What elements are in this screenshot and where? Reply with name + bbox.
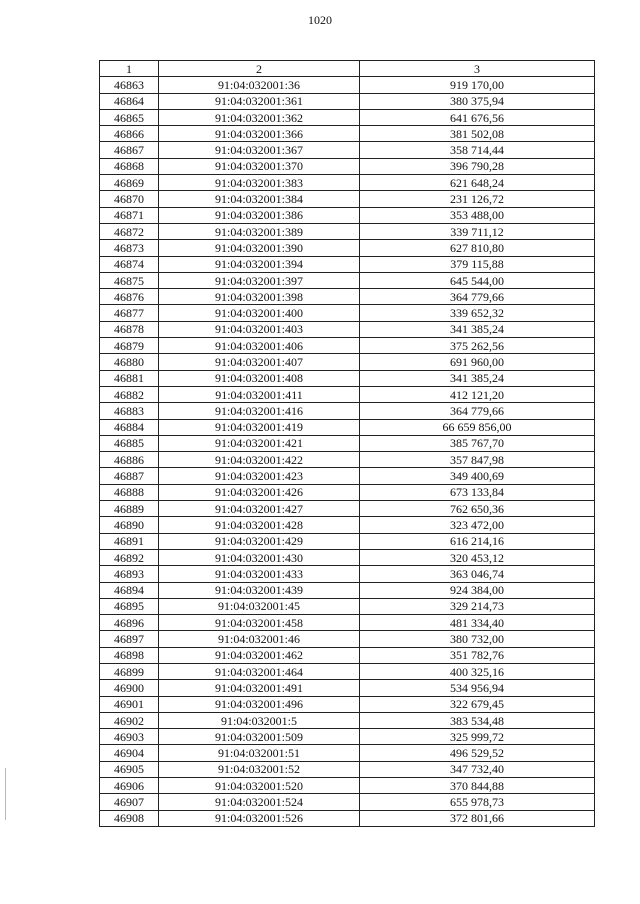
- row-number-cell: 46886: [100, 452, 159, 468]
- registry-table: [99, 60, 595, 827]
- table-body: [100, 77, 595, 827]
- cadastral-number-cell: 91:04:032001:370: [159, 158, 360, 174]
- row-number-cell: 46888: [100, 484, 159, 500]
- row-number-cell: 46889: [100, 501, 159, 517]
- cadastral-number-cell: 91:04:032001:520: [159, 778, 360, 794]
- value-cell: 363 046,74: [360, 566, 595, 582]
- cadastral-number-cell: 91:04:032001:5: [159, 712, 360, 728]
- cadastral-number-cell: 91:04:032001:439: [159, 582, 360, 598]
- value-cell: 231 126,72: [360, 191, 595, 207]
- row-number-cell: 46866: [100, 126, 159, 142]
- row-number-cell: 46908: [100, 810, 159, 826]
- cadastral-number-cell: 91:04:032001:411: [159, 386, 360, 402]
- row-number-cell: 46881: [100, 370, 159, 386]
- cadastral-number-cell: 91:04:032001:384: [159, 191, 360, 207]
- row-number-cell: 46871: [100, 207, 159, 223]
- value-cell: 383 534,48: [360, 712, 595, 728]
- table-row: [100, 207, 595, 223]
- row-number-cell: 46863: [100, 77, 159, 93]
- value-cell: 322 679,45: [360, 696, 595, 712]
- value-cell: 341 385,24: [360, 321, 595, 337]
- row-number-cell: 46900: [100, 680, 159, 696]
- value-cell: 400 325,16: [360, 663, 595, 679]
- table-row: [100, 191, 595, 207]
- value-cell: 627 810,80: [360, 240, 595, 256]
- table-row: [100, 305, 595, 321]
- table-row: [100, 338, 595, 354]
- table-row: [100, 631, 595, 647]
- cadastral-number-cell: 91:04:032001:46: [159, 631, 360, 647]
- value-cell: 673 133,84: [360, 484, 595, 500]
- value-cell: 339 711,12: [360, 223, 595, 239]
- table-row: [100, 566, 595, 582]
- table-row: [100, 289, 595, 305]
- cadastral-number-cell: 91:04:032001:462: [159, 647, 360, 663]
- value-cell: 358 714,44: [360, 142, 595, 158]
- row-number-cell: 46875: [100, 272, 159, 288]
- row-number-cell: 46893: [100, 566, 159, 582]
- table-row: [100, 501, 595, 517]
- cadastral-number-cell: 91:04:032001:397: [159, 272, 360, 288]
- value-cell: 370 844,88: [360, 778, 595, 794]
- value-cell: 380 375,94: [360, 93, 595, 109]
- row-number-cell: 46877: [100, 305, 159, 321]
- cadastral-number-cell: 91:04:032001:458: [159, 615, 360, 631]
- table-row: [100, 272, 595, 288]
- row-number-cell: 46873: [100, 240, 159, 256]
- value-cell: 924 384,00: [360, 582, 595, 598]
- table-row: [100, 142, 595, 158]
- value-cell: 645 544,00: [360, 272, 595, 288]
- table-row: [100, 386, 595, 402]
- value-cell: 919 170,00: [360, 77, 595, 93]
- cadastral-number-cell: 91:04:032001:400: [159, 305, 360, 321]
- value-cell: 691 960,00: [360, 354, 595, 370]
- row-number-cell: 46879: [100, 338, 159, 354]
- table-row: [100, 223, 595, 239]
- cadastral-number-cell: 91:04:032001:362: [159, 109, 360, 125]
- cadastral-number-cell: 91:04:032001:422: [159, 452, 360, 468]
- value-cell: 357 847,98: [360, 452, 595, 468]
- value-cell: 385 767,70: [360, 435, 595, 451]
- row-number-cell: 46869: [100, 175, 159, 191]
- value-cell: 372 801,66: [360, 810, 595, 826]
- scan-artifact-line: [5, 768, 6, 820]
- table-row: [100, 810, 595, 826]
- table-row: [100, 778, 595, 794]
- row-number-cell: 46883: [100, 403, 159, 419]
- table-row: [100, 582, 595, 598]
- table-row: [100, 663, 595, 679]
- value-cell: 496 529,52: [360, 745, 595, 761]
- table-row: [100, 109, 595, 125]
- value-cell: 325 999,72: [360, 729, 595, 745]
- value-cell: 641 676,56: [360, 109, 595, 125]
- value-cell: 66 659 856,00: [360, 419, 595, 435]
- table-row: [100, 452, 595, 468]
- table-row: [100, 517, 595, 533]
- table-row: [100, 93, 595, 109]
- cadastral-number-cell: 91:04:032001:407: [159, 354, 360, 370]
- cadastral-number-cell: 91:04:032001:509: [159, 729, 360, 745]
- table-row: [100, 175, 595, 191]
- row-number-cell: 46885: [100, 435, 159, 451]
- cadastral-number-cell: 91:04:032001:51: [159, 745, 360, 761]
- row-number-cell: 46905: [100, 761, 159, 777]
- column-header-value: 3: [360, 61, 595, 77]
- cadastral-number-cell: 91:04:032001:416: [159, 403, 360, 419]
- cadastral-number-cell: 91:04:032001:419: [159, 419, 360, 435]
- cadastral-number-cell: 91:04:032001:430: [159, 549, 360, 565]
- row-number-cell: 46880: [100, 354, 159, 370]
- cadastral-number-cell: 91:04:032001:361: [159, 93, 360, 109]
- row-number-cell: 46892: [100, 549, 159, 565]
- row-number-cell: 46890: [100, 517, 159, 533]
- row-number-cell: 46867: [100, 142, 159, 158]
- cadastral-number-cell: 91:04:032001:421: [159, 435, 360, 451]
- row-number-cell: 46865: [100, 109, 159, 125]
- value-cell: 621 648,24: [360, 175, 595, 191]
- cadastral-number-cell: 91:04:032001:386: [159, 207, 360, 223]
- value-cell: 323 472,00: [360, 517, 595, 533]
- row-number-cell: 46891: [100, 533, 159, 549]
- cadastral-number-cell: 91:04:032001:433: [159, 566, 360, 582]
- table-header-row: [100, 61, 595, 77]
- table-row: [100, 712, 595, 728]
- row-number-cell: 46864: [100, 93, 159, 109]
- row-number-cell: 46894: [100, 582, 159, 598]
- cadastral-number-cell: 91:04:032001:366: [159, 126, 360, 142]
- row-number-cell: 46882: [100, 386, 159, 402]
- value-cell: 396 790,28: [360, 158, 595, 174]
- cadastral-number-cell: 91:04:032001:429: [159, 533, 360, 549]
- cadastral-number-cell: 91:04:032001:367: [159, 142, 360, 158]
- row-number-cell: 46887: [100, 468, 159, 484]
- cadastral-number-cell: 91:04:032001:427: [159, 501, 360, 517]
- table-row: [100, 354, 595, 370]
- row-number-cell: 46902: [100, 712, 159, 728]
- row-number-cell: 46898: [100, 647, 159, 663]
- value-cell: 616 214,16: [360, 533, 595, 549]
- table-row: [100, 729, 595, 745]
- cadastral-number-cell: 91:04:032001:428: [159, 517, 360, 533]
- cadastral-number-cell: 91:04:032001:398: [159, 289, 360, 305]
- cadastral-number-cell: 91:04:032001:52: [159, 761, 360, 777]
- row-number-cell: 46876: [100, 289, 159, 305]
- table-row: [100, 468, 595, 484]
- value-cell: 341 385,24: [360, 370, 595, 386]
- row-number-cell: 46895: [100, 598, 159, 614]
- value-cell: 353 488,00: [360, 207, 595, 223]
- table-row: [100, 549, 595, 565]
- table-row: [100, 598, 595, 614]
- value-cell: 364 779,66: [360, 403, 595, 419]
- row-number-cell: 46906: [100, 778, 159, 794]
- table-row: [100, 419, 595, 435]
- column-header-cadastral: 2: [159, 61, 360, 77]
- table-row: [100, 615, 595, 631]
- value-cell: 534 956,94: [360, 680, 595, 696]
- table-row: [100, 680, 595, 696]
- row-number-cell: 46901: [100, 696, 159, 712]
- cadastral-number-cell: 91:04:032001:524: [159, 794, 360, 810]
- cadastral-number-cell: 91:04:032001:408: [159, 370, 360, 386]
- value-cell: 364 779,66: [360, 289, 595, 305]
- value-cell: 655 978,73: [360, 794, 595, 810]
- cadastral-number-cell: 91:04:032001:394: [159, 256, 360, 272]
- table-row: [100, 403, 595, 419]
- table-row: [100, 435, 595, 451]
- value-cell: 379 115,88: [360, 256, 595, 272]
- row-number-cell: 46870: [100, 191, 159, 207]
- value-cell: 375 262,56: [360, 338, 595, 354]
- cadastral-number-cell: 91:04:032001:496: [159, 696, 360, 712]
- row-number-cell: 46872: [100, 223, 159, 239]
- table-row: [100, 533, 595, 549]
- table-row: [100, 484, 595, 500]
- value-cell: 339 652,32: [360, 305, 595, 321]
- table-row: [100, 745, 595, 761]
- cadastral-number-cell: 91:04:032001:526: [159, 810, 360, 826]
- table-row: [100, 761, 595, 777]
- table-row: [100, 321, 595, 337]
- cadastral-number-cell: 91:04:032001:426: [159, 484, 360, 500]
- value-cell: 381 502,08: [360, 126, 595, 142]
- value-cell: 481 334,40: [360, 615, 595, 631]
- table-row: [100, 370, 595, 386]
- row-number-cell: 46904: [100, 745, 159, 761]
- table-row: [100, 240, 595, 256]
- table-row: [100, 158, 595, 174]
- value-cell: 412 121,20: [360, 386, 595, 402]
- cadastral-number-cell: 91:04:032001:464: [159, 663, 360, 679]
- table-row: [100, 794, 595, 810]
- value-cell: 762 650,36: [360, 501, 595, 517]
- row-number-cell: 46884: [100, 419, 159, 435]
- cadastral-number-cell: 91:04:032001:423: [159, 468, 360, 484]
- row-number-cell: 46874: [100, 256, 159, 272]
- cadastral-number-cell: 91:04:032001:390: [159, 240, 360, 256]
- value-cell: 347 732,40: [360, 761, 595, 777]
- row-number-cell: 46897: [100, 631, 159, 647]
- row-number-cell: 46899: [100, 663, 159, 679]
- page-number: 1020: [308, 13, 332, 27]
- table-row: [100, 256, 595, 272]
- row-number-cell: 46896: [100, 615, 159, 631]
- cadastral-number-cell: 91:04:032001:383: [159, 175, 360, 191]
- cadastral-number-cell: 91:04:032001:406: [159, 338, 360, 354]
- cadastral-number-cell: 91:04:032001:389: [159, 223, 360, 239]
- cadastral-number-cell: 91:04:032001:36: [159, 77, 360, 93]
- value-cell: 349 400,69: [360, 468, 595, 484]
- cadastral-number-cell: 91:04:032001:403: [159, 321, 360, 337]
- table-row: [100, 696, 595, 712]
- column-header-number: 1: [100, 61, 159, 77]
- cadastral-number-cell: 91:04:032001:45: [159, 598, 360, 614]
- table-row: [100, 77, 595, 93]
- row-number-cell: 46907: [100, 794, 159, 810]
- cadastral-number-cell: 91:04:032001:491: [159, 680, 360, 696]
- value-cell: 320 453,12: [360, 549, 595, 565]
- value-cell: 380 732,00: [360, 631, 595, 647]
- table-row: [100, 126, 595, 142]
- row-number-cell: 46868: [100, 158, 159, 174]
- row-number-cell: 46878: [100, 321, 159, 337]
- value-cell: 351 782,76: [360, 647, 595, 663]
- table-row: [100, 647, 595, 663]
- value-cell: 329 214,73: [360, 598, 595, 614]
- row-number-cell: 46903: [100, 729, 159, 745]
